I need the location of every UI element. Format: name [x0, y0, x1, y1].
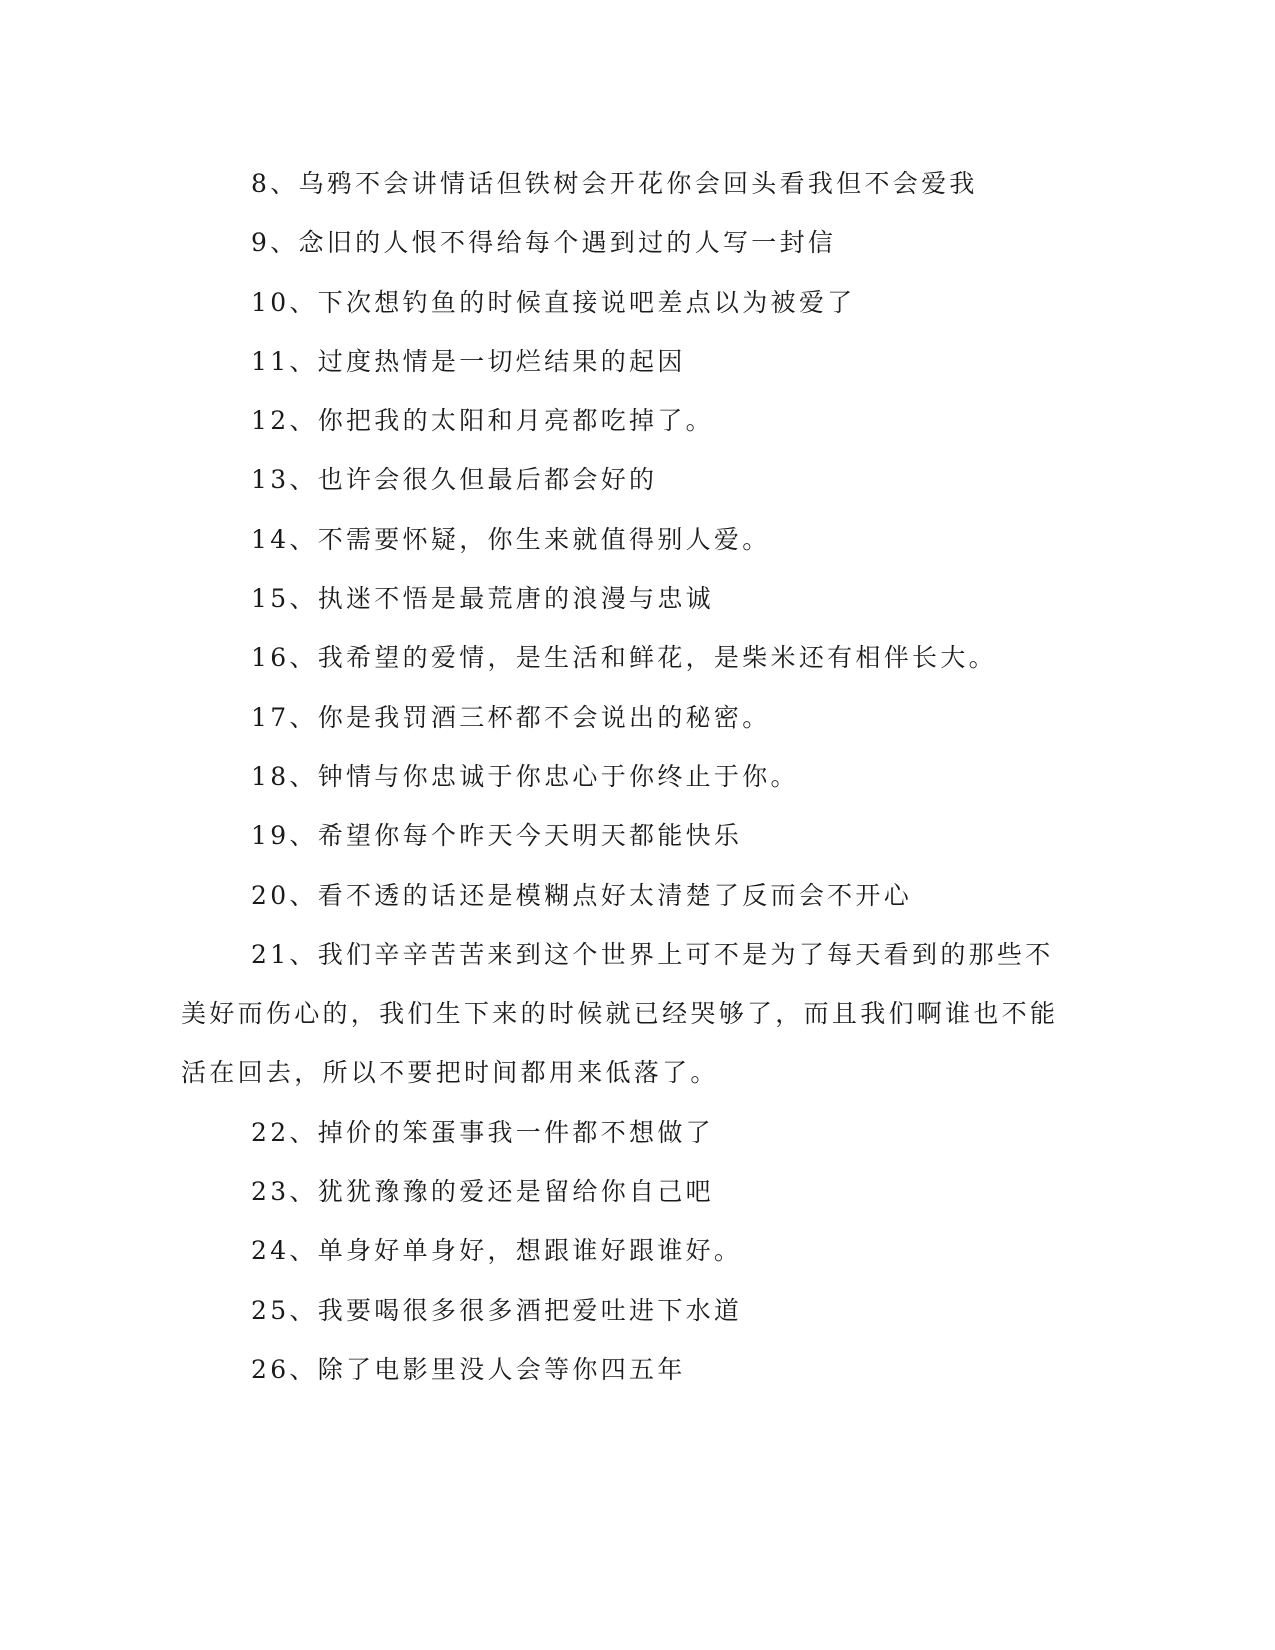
list-item-11: 11、过度热情是一切烂结果的起因 [251, 346, 686, 376]
list-item-10: 10、下次想钓鱼的时候直接说吧差点以为被爱了 [251, 287, 856, 317]
list-item-13: 13、也许会很久但最后都会好的 [251, 465, 658, 495]
list-item-12: 12、你把我的太阳和月亮都吃掉了。 [251, 406, 714, 436]
list-item-26: 26、除了电影里没人会等你四五年 [251, 1354, 686, 1384]
list-item-20: 20、看不透的话还是模糊点好太清楚了反而会不开心 [251, 880, 913, 910]
list-item-16: 16、我希望的爱情，是生活和鲜花，是柴米还有相伴长大。 [251, 643, 997, 673]
list-item-17: 17、你是我罚酒三杯都不会说出的秘密。 [251, 702, 771, 732]
list-item-9: 9、念旧的人恨不得给每个遇到过的人写一封信 [251, 228, 837, 258]
list-item-25: 25、我要喝很多很多酒把爱吐进下水道 [251, 1295, 743, 1325]
list-item-15: 15、执迷不悟是最荒唐的浪漫与忠诚 [251, 584, 714, 614]
list-item-19: 19、希望你每个昨天今天明天都能快乐 [251, 821, 743, 851]
list-item-22: 22、掉价的笨蛋事我一件都不想做了 [251, 1117, 714, 1147]
list-item-24: 24、单身好单身好，想跟谁好跟谁好。 [251, 1236, 743, 1266]
list-item-21: 21、我们辛辛苦苦来到这个世界上可不是为了每天看到的那些不美好而伤心的，我们生下来的时候就已经哭够了，而且我们啊谁也不能活在回去，所以不要把时间都用来低落了。 [181, 939, 1059, 1088]
list-item-8: 8、乌鸦不会讲情话但铁树会开花你会回头看我但不会爱我 [251, 169, 978, 198]
document-body [181, 154, 1061, 1399]
list-item-23: 23、犹犹豫豫的爱还是留给你自己吧 [251, 1177, 714, 1207]
list-item-14: 14、不需要怀疑，你生来就值得别人爱。 [251, 524, 771, 554]
list-item-18: 18、钟情与你忠诚于你忠心于你终止于你。 [251, 761, 799, 791]
